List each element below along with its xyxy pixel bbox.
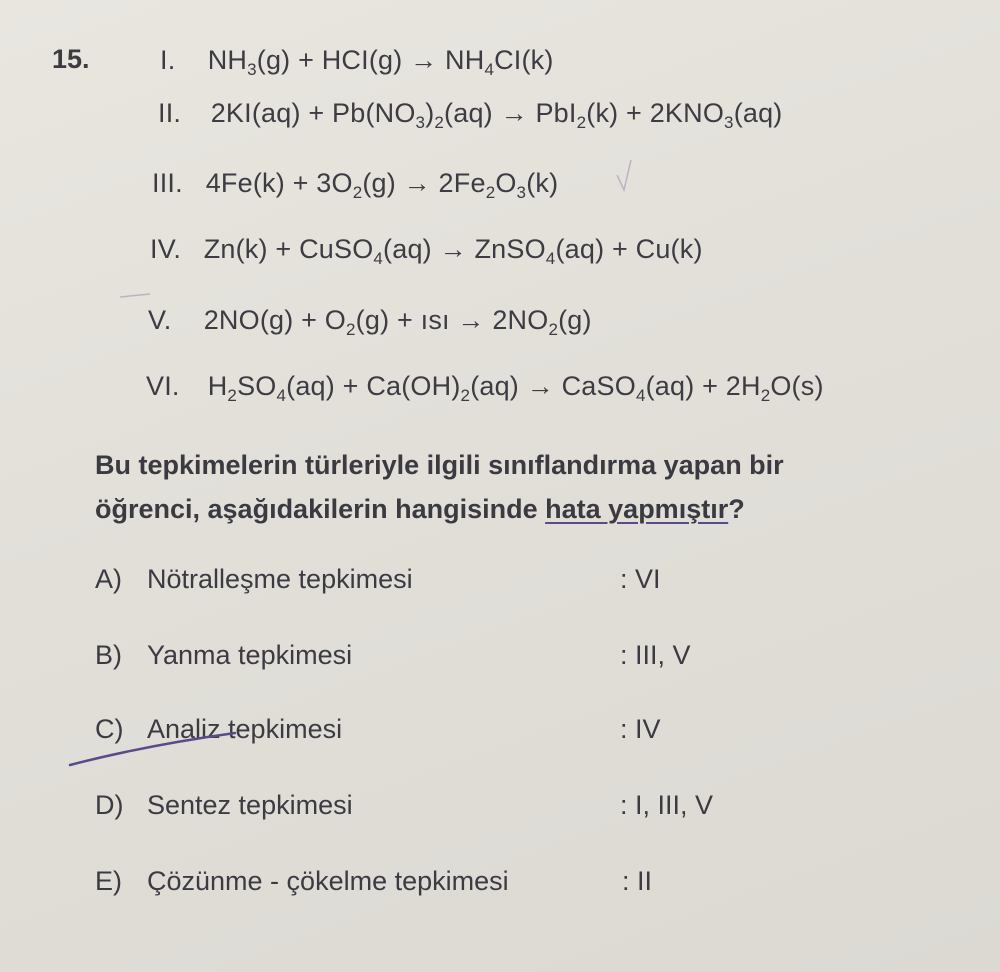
reaction-v-margin-dash [120,294,150,297]
reaction-equation: $H_2SO_4(aq) + Ca(OH)_2(aq)$ → CaSO$_4$(aq) + $2H_2O(s)$ [207,371,824,405]
option-text: Nötralleşme tepkimesi [147,564,413,594]
option-b[interactable] [95,640,352,671]
question-line-1: Bu tepkimelerin türleriyle ilgili sınıflandırma yapan bir [95,450,784,480]
option-e-answer: : II [622,866,653,896]
option-letter: B) [95,640,122,670]
reaction-equation: Zn(k) + CuSO$_4$(aq) → ZnSO$_4$(aq) + Cu(k) [203,234,703,268]
option-letter: D) [95,790,124,820]
option-d[interactable] [95,790,353,821]
reaction-roman: III. [152,168,183,198]
question-line-2-start: öğrenci, aşağıdakilerin hangisinde [95,494,546,524]
option-c[interactable] [95,714,342,745]
option-a[interactable] [95,564,413,595]
reaction-2 [158,98,783,132]
question-line-2-end: ? [728,494,745,524]
question-line-2 [95,487,955,531]
underlined-phrase: hata yapmıştır [545,494,729,524]
option-letter: A) [95,564,122,594]
reaction-4 [150,234,703,268]
option-text: Analiz tepkimesi [147,714,343,744]
option-a-answer: : VI [620,564,661,594]
option-letter: E) [95,866,122,896]
reaction-equation: $2KI(aq) + Pb(NO_3)_2(aq) \to PbI_2(k) + 2KNO_3(aq)$ [210,98,783,132]
reaction-roman: VI. [146,371,180,401]
reaction-6 [146,371,824,405]
reaction-3 [152,168,559,202]
option-text: Çözünme - çökelme tepkimesi [147,866,509,896]
reaction-5 [148,305,592,339]
option-c-answer: : IV [620,714,661,744]
option-d-answer: : I, III, V [620,790,714,820]
reaction-roman: II. [158,98,182,128]
reaction-1 [160,45,554,79]
option-b-answer: : III, V [620,640,691,670]
option-text: Sentez tepkimesi [147,790,353,820]
reaction-equation: $2NO(g) + O_2(g)$ + ısı → $2NO_2(g)$ [203,305,592,339]
option-text: Yanma tepkimesi [147,640,353,670]
option-e[interactable] [95,866,509,897]
reaction-roman: IV. [150,234,182,264]
question-text [95,443,955,531]
reaction-roman: V. [148,305,172,335]
question-number: 15. [52,44,90,74]
option-letter: C) [95,714,124,744]
reaction-equation: $4Fe(k) + 3O_2(g) \to 2Fe_2O_3(k)$ [205,168,559,202]
reaction-iii-tick-mark [617,160,631,190]
reaction-equation: $NH_3(g) + HCI(g) \to NH_4CI(k)$ [207,45,554,79]
reaction-roman: I. [160,45,176,75]
